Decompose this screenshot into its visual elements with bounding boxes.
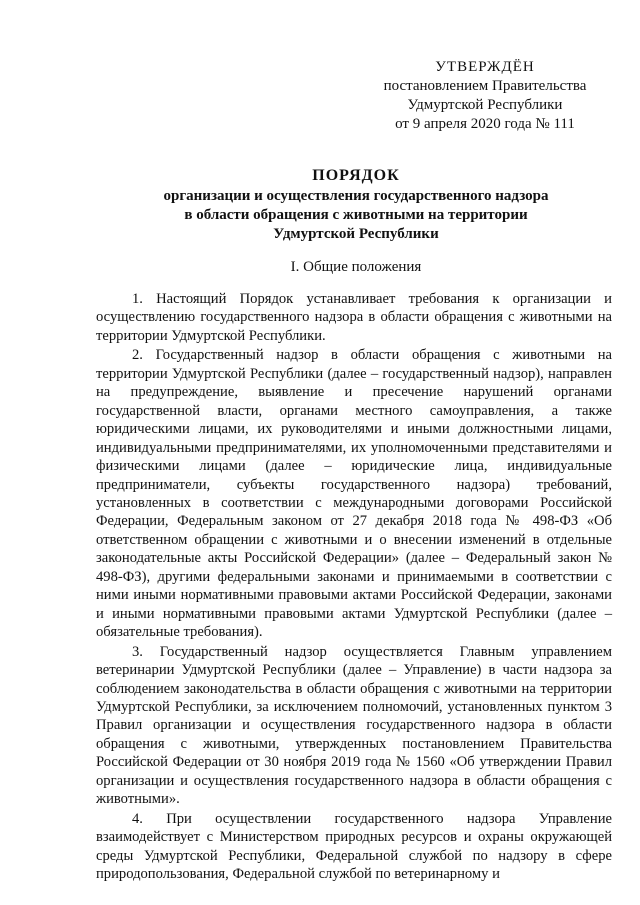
- approved-label: УТВЕРЖДЁН: [435, 59, 535, 75]
- document-subtitle-line-2: в области обращения с животными на территории: [184, 207, 528, 223]
- paragraph-4: 4. При осуществлении государственного надзора Управление взаимодействует с Министерством природных ресурсов и охраны окружающей среды Удмуртской Республики, Федеральной службой по надзору в сфере природопользования, Федеральной службой по ветеринарному и: [96, 810, 612, 883]
- approval-line-2: Удмуртской Республики: [407, 97, 563, 113]
- approval-line-1: постановлением Правительства: [383, 78, 587, 94]
- document-subtitle-line-3: Удмуртской Республики: [273, 226, 439, 242]
- approval-line-3: от 9 апреля 2020 года № 111: [395, 116, 575, 132]
- section-heading: I. Общие положения: [290, 259, 422, 275]
- paragraph-2: 2. Государственный надзор в области обращения с животными на территории Удмуртской Республики (далее – государственный надзор), направлен на предупреждение, выявление и пресечение нарушений органами государственной власти, органами местного самоуправления, а также юридическими лицами, их руководителями и иными должностными лицами, индивидуальными предпринимателями, их уполномоченными представителями и физическими лицами (далее – юридические лица, индивидуальные предприниматели, субъекты государственного надзора) требований, установленных в соответствии с международными договорами Российской Федерации, Федеральным законом от 27 декабря 2018 года № 498-ФЗ «Об ответственном обращении с животными и о внесении изменений в отдельные законодательные акты Российской Федерации» (далее – Федеральный закон № 498-ФЗ), другими федеральными законами и принимаемыми в соответствии с ними иными нормативными правовыми актами Российской Федерации, законами и иными нормативными правовыми актами Удмуртской Республики (далее – обязательные требования).: [96, 347, 612, 641]
- approval-stamp-block: [370, 58, 600, 134]
- document-title-block: [96, 166, 616, 244]
- paragraph-3: 3. Государственный надзор осуществляется Главным управлением ветеринарии Удмуртской Республики (далее – Управление) в части надзора за соблюдением законодательства в области обращения с животными на территории Удмуртской Республики, за исключением полномочий, установленных пунктом 3 Правил организации и осуществления государственного надзора в области обращения с животными, утвержденных постановлением Правительства Российской Федерации от 30 ноября 2019 года № 1560 «Об утверждении Правил организации и осуществления государственного надзора в области обращения с животными».: [96, 643, 612, 808]
- document-body: [96, 290, 612, 884]
- paragraph-1: 1. Настоящий Порядок устанавливает требования к организации и осуществлению государственного надзора в области обращения с животными на территории Удмуртской Республики.: [96, 291, 612, 344]
- document-title: ПОРЯДОК: [312, 167, 400, 184]
- document-subtitle-line-1: организации и осуществления государственного надзора: [163, 188, 549, 204]
